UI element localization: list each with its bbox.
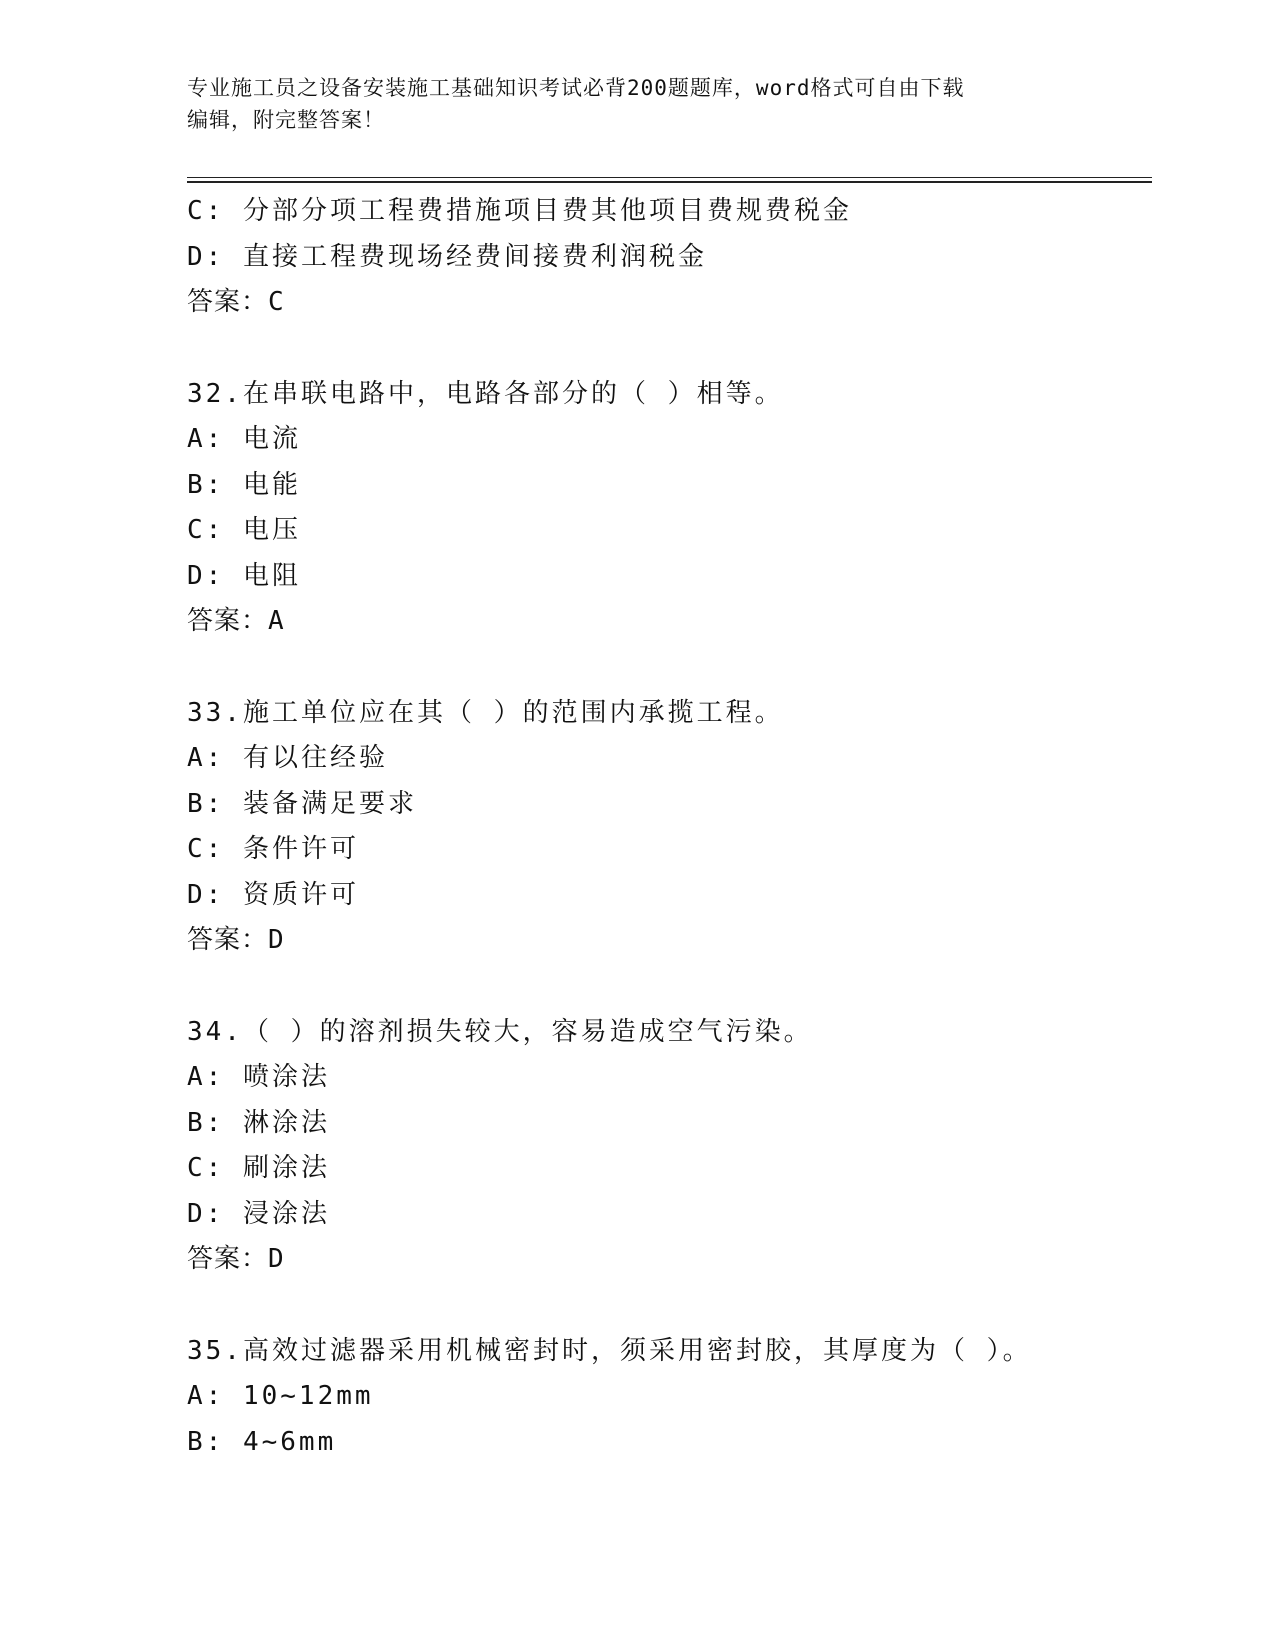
option-text: 浸涂法 bbox=[242, 1198, 330, 1229]
option-line bbox=[187, 189, 1147, 235]
answer-line: 答案：D bbox=[187, 1244, 285, 1274]
question-stem: 34.（ ）的溶剂损失较大，容易造成空气污染。 bbox=[187, 1016, 813, 1047]
option-label: B: bbox=[187, 469, 225, 500]
option-line bbox=[187, 1055, 1147, 1101]
option-label: A: bbox=[187, 1062, 225, 1092]
option-line bbox=[187, 554, 1147, 600]
option-label: A: bbox=[187, 424, 225, 454]
option-line bbox=[187, 508, 1147, 554]
option-text: 4~6mm bbox=[242, 1426, 337, 1457]
option-label: C: bbox=[187, 834, 225, 864]
option-label: C: bbox=[187, 196, 225, 226]
option-text: 电压 bbox=[242, 515, 301, 545]
option-line bbox=[187, 1101, 1147, 1147]
option-line bbox=[187, 417, 1147, 463]
option-label: C: bbox=[187, 515, 225, 545]
option-line bbox=[187, 827, 1147, 873]
option-text: 刷涂法 bbox=[242, 1153, 330, 1183]
question-stem: 33.施工单位应在其（ ）的范围内承揽工程。 bbox=[187, 697, 784, 728]
option-text: 直接工程费现场经费间接费利润税金 bbox=[242, 241, 707, 272]
question-stem: 32.在串联电路中，电路各部分的（ ）相等。 bbox=[187, 378, 784, 409]
option-line bbox=[187, 463, 1147, 509]
option-label: A: bbox=[187, 1381, 225, 1411]
option-text: 电能 bbox=[242, 469, 301, 500]
header-title-line-1: 专业施工员之设备安装施工基础知识考试必背200题题库，word格式可自由下载 bbox=[187, 76, 965, 100]
option-text: 10~12mm bbox=[242, 1381, 374, 1411]
spacer bbox=[187, 326, 1147, 372]
option-label: B: bbox=[187, 788, 225, 819]
option-text: 淋涂法 bbox=[242, 1107, 330, 1138]
option-text: 有以往经验 bbox=[242, 743, 388, 773]
option-label: D: bbox=[187, 560, 225, 591]
option-line bbox=[187, 1146, 1147, 1192]
answer-line: 答案：D bbox=[187, 925, 285, 955]
option-text: 资质许可 bbox=[242, 879, 359, 910]
option-label: B: bbox=[187, 1107, 225, 1138]
header-rule-thick bbox=[187, 181, 1152, 183]
option-label: D: bbox=[187, 879, 225, 910]
answer-line: 答案：C bbox=[187, 287, 285, 317]
option-text: 分部分项工程费措施项目费其他项目费规费税金 bbox=[242, 196, 852, 226]
option-label: A: bbox=[187, 743, 225, 773]
option-label: B: bbox=[187, 1426, 225, 1457]
option-text: 条件许可 bbox=[242, 834, 359, 864]
option-label: C: bbox=[187, 1153, 225, 1183]
option-line bbox=[187, 1420, 1147, 1466]
option-label: D: bbox=[187, 241, 225, 272]
document-header bbox=[187, 72, 1087, 136]
option-text: 装备满足要求 bbox=[242, 788, 417, 819]
question-stem: 35.高效过滤器采用机械密封时，须采用密封胶，其厚度为（ ）。 bbox=[187, 1335, 1032, 1366]
option-label: D: bbox=[187, 1198, 225, 1229]
question-list bbox=[187, 189, 1147, 1465]
option-line bbox=[187, 1374, 1147, 1420]
option-line bbox=[187, 736, 1147, 782]
spacer bbox=[187, 645, 1147, 691]
answer-line: 答案：A bbox=[187, 606, 285, 636]
header-title-line-2: 编辑，附完整答案！ bbox=[187, 108, 385, 132]
option-text: 电流 bbox=[242, 424, 301, 454]
option-line bbox=[187, 1192, 1147, 1238]
spacer bbox=[187, 1283, 1147, 1329]
header-rule-thin bbox=[187, 177, 1152, 178]
spacer bbox=[187, 964, 1147, 1010]
option-line bbox=[187, 873, 1147, 919]
option-line bbox=[187, 782, 1147, 828]
option-text: 喷涂法 bbox=[242, 1062, 330, 1092]
option-line bbox=[187, 235, 1147, 281]
option-text: 电阻 bbox=[242, 560, 301, 591]
